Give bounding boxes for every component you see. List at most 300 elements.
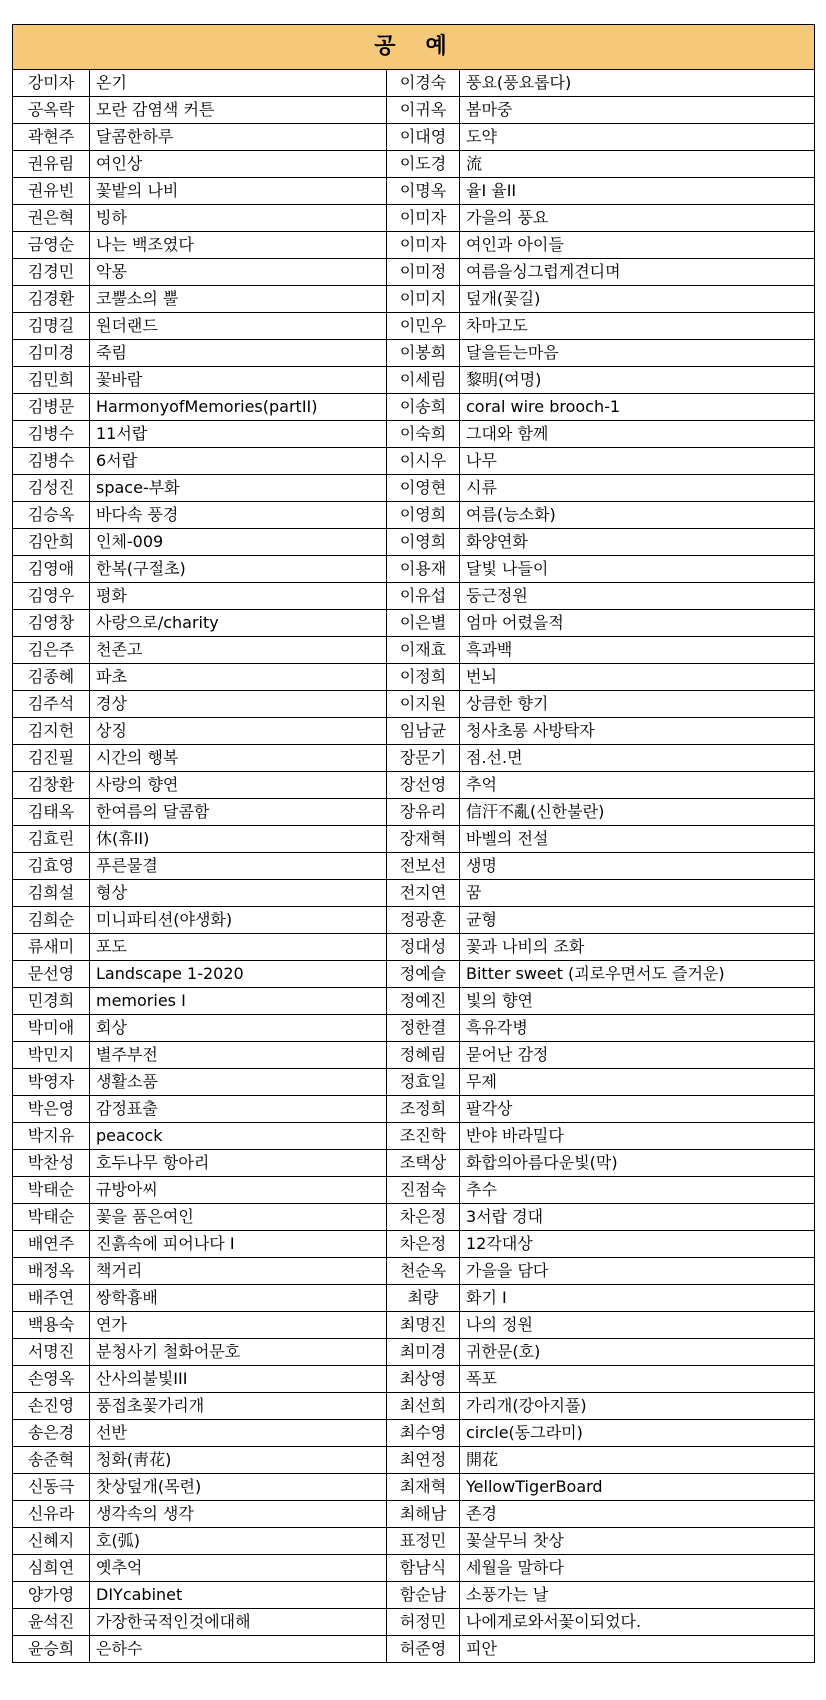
artist-name-left: 권은혁 xyxy=(13,205,90,232)
work-title-right: 화기 I xyxy=(460,1285,815,1312)
work-title-right: 균형 xyxy=(460,907,815,934)
table-row xyxy=(13,718,815,745)
table-row xyxy=(13,259,815,286)
artist-name-left: 윤승희 xyxy=(13,1636,90,1663)
artist-name-left: 김민희 xyxy=(13,367,90,394)
artist-name-left: 백용숙 xyxy=(13,1312,90,1339)
work-title-right: 흑과백 xyxy=(460,637,815,664)
artist-name-right: 이영현 xyxy=(387,475,460,502)
work-title-right: 율I 율II xyxy=(460,178,815,205)
artist-name-right: 장재혁 xyxy=(387,826,460,853)
work-title-right: 봄마중 xyxy=(460,97,815,124)
work-title-left: 나는 백조였다 xyxy=(90,232,387,259)
work-title-left: 호두나무 항아리 xyxy=(90,1150,387,1177)
table-row xyxy=(13,1447,815,1474)
work-title-left: 바다속 풍경 xyxy=(90,502,387,529)
table-row xyxy=(13,151,815,178)
work-title-left: 포도 xyxy=(90,934,387,961)
table-row xyxy=(13,1069,815,1096)
artist-name-right: 표정민 xyxy=(387,1528,460,1555)
work-title-right: 폭포 xyxy=(460,1366,815,1393)
artist-name-left: 박지유 xyxy=(13,1123,90,1150)
work-title-right: 가리개(강아지풀) xyxy=(460,1393,815,1420)
table-row xyxy=(13,1474,815,1501)
work-title-left: 생각속의 생각 xyxy=(90,1501,387,1528)
table-row xyxy=(13,880,815,907)
table-row xyxy=(13,313,815,340)
table-title: 공예 xyxy=(13,25,815,70)
artist-name-left: 김명길 xyxy=(13,313,90,340)
work-title-right: 둥근정원 xyxy=(460,583,815,610)
work-title-left: 달콤한하루 xyxy=(90,124,387,151)
work-title-left: 선반 xyxy=(90,1420,387,1447)
artist-name-right: 정예진 xyxy=(387,988,460,1015)
work-title-left: 꽃바람 xyxy=(90,367,387,394)
artist-name-left: 김지헌 xyxy=(13,718,90,745)
table-row xyxy=(13,1123,815,1150)
work-title-right: 청사초롱 사방탁자 xyxy=(460,718,815,745)
work-title-left: 감정표출 xyxy=(90,1096,387,1123)
table-row xyxy=(13,1501,815,1528)
artist-name-right: 최해남 xyxy=(387,1501,460,1528)
work-title-left: 인체-009 xyxy=(90,529,387,556)
table-row xyxy=(13,1366,815,1393)
artist-name-left: 김경민 xyxy=(13,259,90,286)
work-title-right: 꽃과 나비의 조화 xyxy=(460,934,815,961)
artist-name-right: 전보선 xyxy=(387,853,460,880)
artist-name-left: 김영창 xyxy=(13,610,90,637)
artist-name-right: 정예슬 xyxy=(387,961,460,988)
work-title-right: 팔각상 xyxy=(460,1096,815,1123)
work-title-left: 산사의불빛III xyxy=(90,1366,387,1393)
table-row xyxy=(13,826,815,853)
work-title-left: 죽림 xyxy=(90,340,387,367)
artist-name-right: 최명진 xyxy=(387,1312,460,1339)
work-title-left: 찻상덮개(목련) xyxy=(90,1474,387,1501)
work-title-right: 풍요(풍요롭다) xyxy=(460,70,815,97)
table-row xyxy=(13,124,815,151)
artist-name-right: 함남식 xyxy=(387,1555,460,1582)
artist-name-right: 이송희 xyxy=(387,394,460,421)
work-title-left: 풍접초꽃가리개 xyxy=(90,1393,387,1420)
work-title-left: 푸른물결 xyxy=(90,853,387,880)
artist-name-left: 김효영 xyxy=(13,853,90,880)
table-row xyxy=(13,556,815,583)
artist-name-right: 최선희 xyxy=(387,1393,460,1420)
work-title-right: 여름을싱그럽게견디며 xyxy=(460,259,815,286)
work-title-right: 꿈 xyxy=(460,880,815,907)
work-title-left: 호(弧) xyxy=(90,1528,387,1555)
artist-name-left: 류새미 xyxy=(13,934,90,961)
work-title-left: peacock xyxy=(90,1123,387,1150)
artist-name-right: 허정민 xyxy=(387,1609,460,1636)
artist-name-left: 김창환 xyxy=(13,772,90,799)
table-row xyxy=(13,610,815,637)
work-title-right: 세월을 말하다 xyxy=(460,1555,815,1582)
table-row xyxy=(13,421,815,448)
artist-name-right: 장유리 xyxy=(387,799,460,826)
table-row xyxy=(13,1150,815,1177)
artist-name-left: 송준혁 xyxy=(13,1447,90,1474)
work-title-right: 가을의 풍요 xyxy=(460,205,815,232)
artist-name-left: 양가영 xyxy=(13,1582,90,1609)
artist-name-left: 송은경 xyxy=(13,1420,90,1447)
work-title-right: 開花 xyxy=(460,1447,815,1474)
artist-name-left: 김안희 xyxy=(13,529,90,556)
work-title-right: coral wire brooch-1 xyxy=(460,394,815,421)
artist-name-right: 이영희 xyxy=(387,529,460,556)
work-title-right: 차마고도 xyxy=(460,313,815,340)
work-title-right: 流 xyxy=(460,151,815,178)
work-title-left: 여인상 xyxy=(90,151,387,178)
artist-name-right: 이영희 xyxy=(387,502,460,529)
work-title-left: 평화 xyxy=(90,583,387,610)
work-title-right: YellowTigerBoard xyxy=(460,1474,815,1501)
work-title-right: 나에게로와서꽃이되었다. xyxy=(460,1609,815,1636)
artist-name-left: 권유림 xyxy=(13,151,90,178)
artist-name-right: 이시우 xyxy=(387,448,460,475)
artist-name-left: 배주연 xyxy=(13,1285,90,1312)
work-title-right: 화양연화 xyxy=(460,529,815,556)
artist-name-right: 최미경 xyxy=(387,1339,460,1366)
work-title-right: 화합의아름다운빛(막) xyxy=(460,1150,815,1177)
work-title-left: 사랑의 향연 xyxy=(90,772,387,799)
work-title-left: 천존고 xyxy=(90,637,387,664)
work-title-right: 엄마 어렸을적 xyxy=(460,610,815,637)
table-row xyxy=(13,1204,815,1231)
artist-name-left: 신혜지 xyxy=(13,1528,90,1555)
work-title-left: 규방아씨 xyxy=(90,1177,387,1204)
artist-name-left: 손진영 xyxy=(13,1393,90,1420)
work-title-left: 회상 xyxy=(90,1015,387,1042)
table-row xyxy=(13,1096,815,1123)
table-row xyxy=(13,1636,815,1663)
table-row xyxy=(13,1609,815,1636)
artist-name-right: 이유섭 xyxy=(387,583,460,610)
work-title-right: 도약 xyxy=(460,124,815,151)
work-title-right: 시류 xyxy=(460,475,815,502)
artist-name-left: 윤석진 xyxy=(13,1609,90,1636)
work-title-left: 상징 xyxy=(90,718,387,745)
artist-name-left: 권유빈 xyxy=(13,178,90,205)
table-row xyxy=(13,367,815,394)
work-title-left: 연가 xyxy=(90,1312,387,1339)
artist-name-right: 이미자 xyxy=(387,232,460,259)
table-row xyxy=(13,529,815,556)
table-row xyxy=(13,745,815,772)
artist-name-right: 이경숙 xyxy=(387,70,460,97)
artist-name-right: 이은별 xyxy=(387,610,460,637)
table-row xyxy=(13,1582,815,1609)
artist-name-right: 정한결 xyxy=(387,1015,460,1042)
table-row xyxy=(13,1555,815,1582)
work-title-left: 모란 감염색 커튼 xyxy=(90,97,387,124)
table-row xyxy=(13,637,815,664)
artist-name-left: 김주석 xyxy=(13,691,90,718)
artist-name-left: 김희순 xyxy=(13,907,90,934)
artist-name-right: 전지연 xyxy=(387,880,460,907)
artist-name-left: 박민지 xyxy=(13,1042,90,1069)
table-row xyxy=(13,178,815,205)
artist-name-left: 김희설 xyxy=(13,880,90,907)
table-row xyxy=(13,340,815,367)
artist-name-right: 이귀옥 xyxy=(387,97,460,124)
work-title-left: 책거리 xyxy=(90,1258,387,1285)
work-title-right: 가을을 담다 xyxy=(460,1258,815,1285)
artist-name-left: 김병문 xyxy=(13,394,90,421)
work-title-left: DIYcabinet xyxy=(90,1582,387,1609)
work-title-left: 진흙속에 피어나다 I xyxy=(90,1231,387,1258)
artist-name-left: 심희연 xyxy=(13,1555,90,1582)
work-title-left: 생활소품 xyxy=(90,1069,387,1096)
artist-name-right: 이도경 xyxy=(387,151,460,178)
artist-name-right: 조택상 xyxy=(387,1150,460,1177)
artist-name-left: 금영순 xyxy=(13,232,90,259)
artist-name-left: 김영애 xyxy=(13,556,90,583)
artist-name-left: 박미애 xyxy=(13,1015,90,1042)
artist-name-right: 이명옥 xyxy=(387,178,460,205)
artist-name-left: 김진필 xyxy=(13,745,90,772)
work-title-right: 점.선.면 xyxy=(460,745,815,772)
work-title-right: 소풍가는 날 xyxy=(460,1582,815,1609)
work-title-right: 12각대상 xyxy=(460,1231,815,1258)
table-row xyxy=(13,1528,815,1555)
work-title-right: 3서랍 경대 xyxy=(460,1204,815,1231)
work-title-right: 피안 xyxy=(460,1636,815,1663)
work-title-right: 달을듣는마음 xyxy=(460,340,815,367)
artist-name-left: 민경희 xyxy=(13,988,90,1015)
work-title-left: 은하수 xyxy=(90,1636,387,1663)
work-title-left: 형상 xyxy=(90,880,387,907)
artist-name-left: 곽현주 xyxy=(13,124,90,151)
table-row xyxy=(13,988,815,1015)
work-title-left: 코뿔소의 뿔 xyxy=(90,286,387,313)
table-row xyxy=(13,502,815,529)
artist-name-right: 이미지 xyxy=(387,286,460,313)
artist-name-left: 박영자 xyxy=(13,1069,90,1096)
work-title-left: 온기 xyxy=(90,70,387,97)
work-title-right: 흑유각병 xyxy=(460,1015,815,1042)
table-row xyxy=(13,1312,815,1339)
artist-name-right: 이대영 xyxy=(387,124,460,151)
work-title-left: 별주부전 xyxy=(90,1042,387,1069)
work-title-right: 생명 xyxy=(460,853,815,880)
work-title-right: 黎明(여명) xyxy=(460,367,815,394)
table-row xyxy=(13,961,815,988)
work-title-left: 한여름의 달콤함 xyxy=(90,799,387,826)
table-row xyxy=(13,448,815,475)
work-title-right: 반야 바라밀다 xyxy=(460,1123,815,1150)
artist-name-left: 신동극 xyxy=(13,1474,90,1501)
work-title-left: 원더랜드 xyxy=(90,313,387,340)
artist-name-right: 이재효 xyxy=(387,637,460,664)
artist-name-right: 정대성 xyxy=(387,934,460,961)
artist-name-left: 김영우 xyxy=(13,583,90,610)
work-title-right: 번뇌 xyxy=(460,664,815,691)
work-title-left: 사랑으로/charity xyxy=(90,610,387,637)
table-row xyxy=(13,853,815,880)
artist-name-left: 서명진 xyxy=(13,1339,90,1366)
artist-name-right: 이민우 xyxy=(387,313,460,340)
work-title-right: 추억 xyxy=(460,772,815,799)
work-title-right: 꽃살무늬 찻상 xyxy=(460,1528,815,1555)
table-body xyxy=(13,70,815,1663)
artist-name-right: 장선영 xyxy=(387,772,460,799)
work-title-left: 청화(靑花) xyxy=(90,1447,387,1474)
work-title-right: 무제 xyxy=(460,1069,815,1096)
table-row xyxy=(13,1231,815,1258)
table-row xyxy=(13,1258,815,1285)
table-row xyxy=(13,232,815,259)
table-header-row xyxy=(13,25,815,70)
work-title-left: 休(휴II) xyxy=(90,826,387,853)
artist-name-right: 최수영 xyxy=(387,1420,460,1447)
artist-name-right: 정광훈 xyxy=(387,907,460,934)
artist-name-right: 천순옥 xyxy=(387,1258,460,1285)
artist-name-left: 김경환 xyxy=(13,286,90,313)
artist-name-left: 김태옥 xyxy=(13,799,90,826)
work-title-right: 달빛 나들이 xyxy=(460,556,815,583)
artist-name-right: 정혜림 xyxy=(387,1042,460,1069)
artwork-list xyxy=(12,24,814,1663)
artist-name-right: 이용재 xyxy=(387,556,460,583)
table-row xyxy=(13,1177,815,1204)
artist-name-right: 임남균 xyxy=(387,718,460,745)
artist-name-right: 함순남 xyxy=(387,1582,460,1609)
work-title-right: 덮개(꽃길) xyxy=(460,286,815,313)
artist-name-left: 박찬성 xyxy=(13,1150,90,1177)
table-row xyxy=(13,664,815,691)
table-row xyxy=(13,1015,815,1042)
table-row xyxy=(13,286,815,313)
table-row xyxy=(13,475,815,502)
artist-name-left: 배정옥 xyxy=(13,1258,90,1285)
work-title-left: space-부화 xyxy=(90,475,387,502)
work-title-left: 경상 xyxy=(90,691,387,718)
artwork-table xyxy=(12,24,815,1663)
work-title-right: 추수 xyxy=(460,1177,815,1204)
table-row xyxy=(13,1393,815,1420)
work-title-left: 파초 xyxy=(90,664,387,691)
artist-name-left: 박은영 xyxy=(13,1096,90,1123)
work-title-right: 信汗不亂(신한불란) xyxy=(460,799,815,826)
artist-name-right: 조진학 xyxy=(387,1123,460,1150)
artist-name-right: 이미정 xyxy=(387,259,460,286)
artist-name-left: 김은주 xyxy=(13,637,90,664)
table-row xyxy=(13,1042,815,1069)
work-title-left: HarmonyofMemories(partII) xyxy=(90,394,387,421)
table-row xyxy=(13,907,815,934)
work-title-right: 존경 xyxy=(460,1501,815,1528)
work-title-right: 바벨의 전설 xyxy=(460,826,815,853)
artist-name-right: 진점숙 xyxy=(387,1177,460,1204)
table-row xyxy=(13,1339,815,1366)
artist-name-left: 공옥락 xyxy=(13,97,90,124)
table-row xyxy=(13,1420,815,1447)
work-title-right: 나무 xyxy=(460,448,815,475)
table-row xyxy=(13,1285,815,1312)
work-title-right: 여인과 아이들 xyxy=(460,232,815,259)
work-title-left: Landscape 1-2020 xyxy=(90,961,387,988)
work-title-left: 한복(구절초) xyxy=(90,556,387,583)
artist-name-left: 박태순 xyxy=(13,1204,90,1231)
artist-name-right: 최연정 xyxy=(387,1447,460,1474)
work-title-left: 시간의 행복 xyxy=(90,745,387,772)
artist-name-left: 배연주 xyxy=(13,1231,90,1258)
work-title-left: 빙하 xyxy=(90,205,387,232)
table-row xyxy=(13,205,815,232)
work-title-right: Bitter sweet (괴로우면서도 즐거운) xyxy=(460,961,815,988)
artist-name-left: 문선영 xyxy=(13,961,90,988)
work-title-left: 쌍학흉배 xyxy=(90,1285,387,1312)
artist-name-right: 차은정 xyxy=(387,1204,460,1231)
artist-name-left: 신유라 xyxy=(13,1501,90,1528)
table-row xyxy=(13,772,815,799)
artist-name-right: 조정희 xyxy=(387,1096,460,1123)
work-title-left: 옛추억 xyxy=(90,1555,387,1582)
work-title-right: 귀한문(호) xyxy=(460,1339,815,1366)
work-title-left: 악몽 xyxy=(90,259,387,286)
artist-name-right: 차은정 xyxy=(387,1231,460,1258)
work-title-left: 꽃밭의 나비 xyxy=(90,178,387,205)
artist-name-left: 김효린 xyxy=(13,826,90,853)
work-title-left: 꽃을 품은여인 xyxy=(90,1204,387,1231)
work-title-right: 빛의 향연 xyxy=(460,988,815,1015)
table-row xyxy=(13,583,815,610)
table-row xyxy=(13,934,815,961)
work-title-left: 6서랍 xyxy=(90,448,387,475)
artist-name-left: 김병수 xyxy=(13,421,90,448)
artist-name-left: 김미경 xyxy=(13,340,90,367)
artist-name-left: 김병수 xyxy=(13,448,90,475)
artist-name-right: 장문기 xyxy=(387,745,460,772)
work-title-right: 그대와 함께 xyxy=(460,421,815,448)
work-title-right: 나의 정원 xyxy=(460,1312,815,1339)
work-title-left: 가장한국적인것에대해 xyxy=(90,1609,387,1636)
table-row xyxy=(13,394,815,421)
artist-name-left: 강미자 xyxy=(13,70,90,97)
artist-name-left: 박태순 xyxy=(13,1177,90,1204)
table-row xyxy=(13,799,815,826)
artist-name-right: 이세림 xyxy=(387,367,460,394)
artist-name-right: 이봉희 xyxy=(387,340,460,367)
work-title-right: circle(동그라미) xyxy=(460,1420,815,1447)
artist-name-right: 최상영 xyxy=(387,1366,460,1393)
artist-name-right: 이미자 xyxy=(387,205,460,232)
artist-name-left: 손영옥 xyxy=(13,1366,90,1393)
artist-name-right: 이정희 xyxy=(387,664,460,691)
artist-name-left: 김성진 xyxy=(13,475,90,502)
table-row xyxy=(13,70,815,97)
work-title-left: 미니파티션(야생화) xyxy=(90,907,387,934)
work-title-right: 여름(능소화) xyxy=(460,502,815,529)
table-row xyxy=(13,97,815,124)
work-title-right: 상큼한 향기 xyxy=(460,691,815,718)
table-row xyxy=(13,691,815,718)
artist-name-right: 최량 xyxy=(387,1285,460,1312)
work-title-left: 11서랍 xyxy=(90,421,387,448)
artist-name-right: 허준영 xyxy=(387,1636,460,1663)
artist-name-right: 이지원 xyxy=(387,691,460,718)
work-title-right: 묻어난 감정 xyxy=(460,1042,815,1069)
artist-name-right: 이숙희 xyxy=(387,421,460,448)
work-title-left: memories I xyxy=(90,988,387,1015)
artist-name-right: 최재혁 xyxy=(387,1474,460,1501)
artist-name-left: 김종혜 xyxy=(13,664,90,691)
artist-name-left: 김승옥 xyxy=(13,502,90,529)
work-title-left: 분청사기 철화어문호 xyxy=(90,1339,387,1366)
artist-name-right: 정효일 xyxy=(387,1069,460,1096)
